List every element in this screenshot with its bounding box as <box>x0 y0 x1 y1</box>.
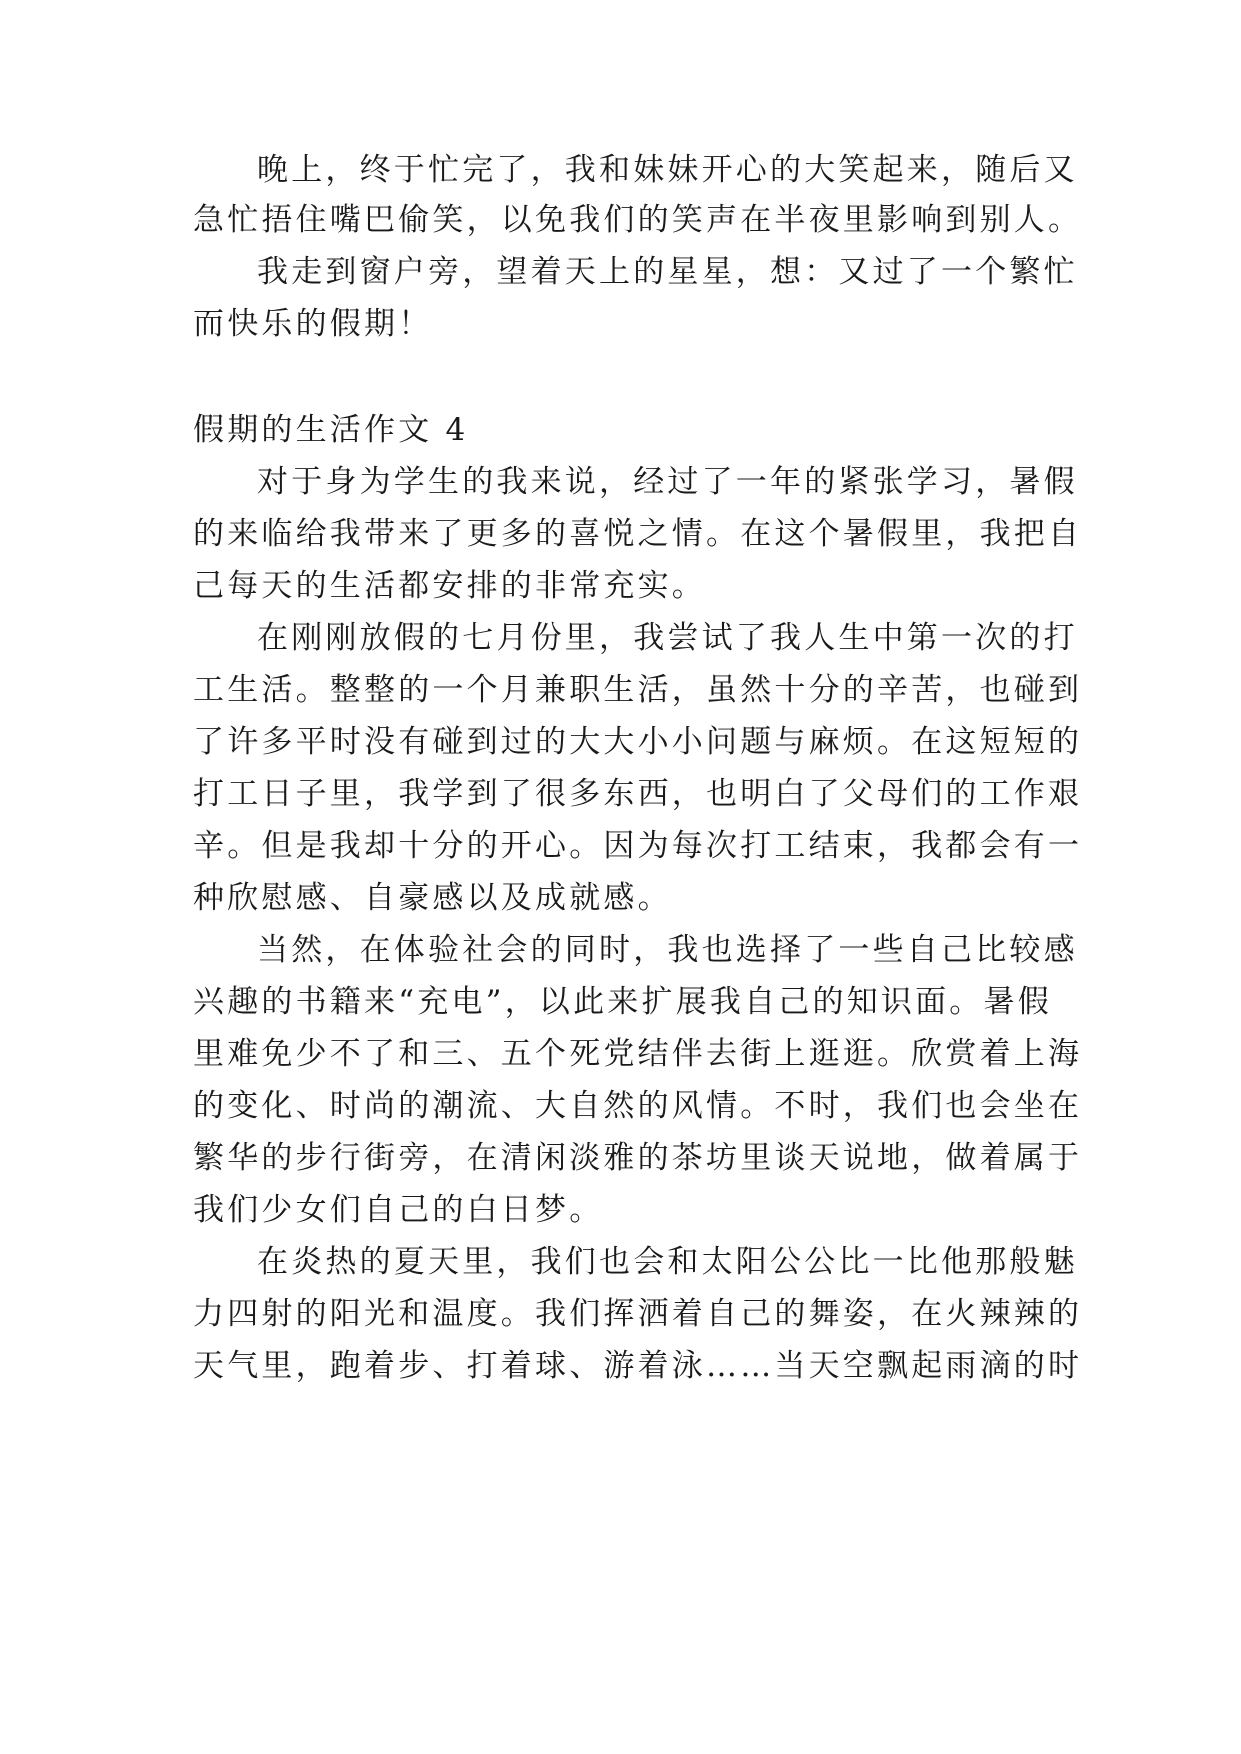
paragraph-line: 繁华的步行街旁，在清闲淡雅的茶坊里谈天说地，做着属于 <box>193 1140 1083 1176</box>
paragraph-line: 种欣慰感、自豪感以及成就感。 <box>193 880 672 916</box>
paragraph-line: 在炎热的夏天里，我们也会和太阳公公比一比他那般魅 <box>257 1244 1078 1280</box>
paragraph-line: 当然，在体验社会的同时，我也选择了一些自己比较感 <box>257 932 1078 968</box>
paragraph-line: 辛。但是我却十分的开心。因为每次打工结束，我都会有一 <box>193 828 1083 864</box>
paragraph-line: 力四射的阳光和温度。我们挥洒着自己的舞姿，在火辣辣的 <box>193 1296 1083 1332</box>
paragraph-line: 打工日子里，我学到了很多东西，也明白了父母们的工作艰 <box>193 776 1083 812</box>
section-title: 假期的生活作文 4 <box>193 412 469 448</box>
paragraph-line: 己每天的生活都安排的非常充实。 <box>193 568 706 604</box>
paragraph-line: 在刚刚放假的七月份里，我尝试了我人生中第一次的打 <box>257 620 1078 656</box>
paragraph-line: 急忙捂住嘴巴偷笑，以免我们的笑声在半夜里影响到别人。 <box>193 202 1083 238</box>
paragraph-line: 的来临给我带来了更多的喜悦之情。在这个暑假里，我把自 <box>193 516 1083 552</box>
paragraph-line: 里难免少不了和三、五个死党结伴去街上逛逛。欣赏着上海 <box>193 1036 1083 1072</box>
paragraph-line: 工生活。整整的一个月兼职生活，虽然十分的辛苦，也碰到 <box>193 672 1083 708</box>
paragraph-line: 我们少女们自己的白日梦。 <box>193 1192 604 1228</box>
paragraph-line: 兴趣的书籍来“充电”，以此来扩展我自己的知识面。暑假 <box>193 984 1052 1020</box>
paragraph-line: 了许多平时没有碰到过的大大小小问题与麻烦。在这短短的 <box>193 724 1083 760</box>
paragraph-line: 对于身为学生的我来说，经过了一年的紧张学习，暑假 <box>257 464 1078 500</box>
paragraph-line: 晚上，终于忙完了，我和妹妹开心的大笑起来，随后又 <box>257 152 1078 188</box>
paragraph-line: 我走到窗户旁，望着天上的星星，想：又过了一个繁忙 <box>257 254 1078 290</box>
paragraph-line: 天气里，跑着步、打着球、游着泳……当天空飘起雨滴的时 <box>193 1348 1083 1384</box>
paragraph-line: 的变化、时尚的潮流、大自然的风情。不时，我们也会坐在 <box>193 1088 1083 1124</box>
paragraph-line: 而快乐的假期！ <box>193 306 433 342</box>
